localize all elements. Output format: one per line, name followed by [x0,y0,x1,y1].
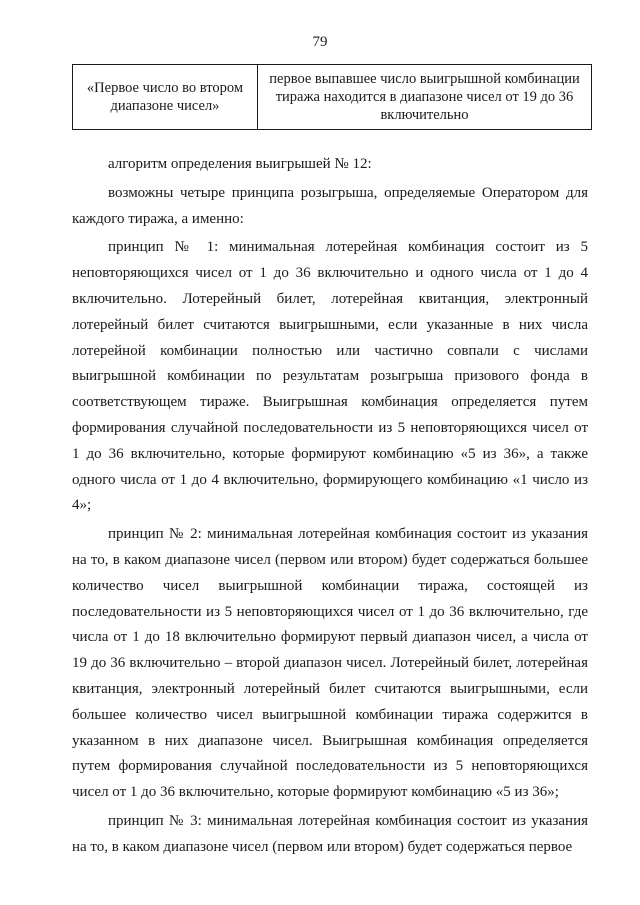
definition-row [73,65,592,130]
paragraph-principle-1: принцип № 1: минимальная лотерейная комбинация состоит из 5 неповторяющихся чисел от 1 до 36 включительно и одного числа от 1 до 4 включительно. Лотерейный билет, лотерейная квитанция, электронный лотерейный билет считаются выигрышными, если указанные в них числа лотерейной комбинации полностью или частично совпали с числами выигрышной комбинации по результатам розыгрыша призового фонда в соответствующем тираже. Выигрышная комбинация определяется путем формирования случайной последовательности из 5 неповторяющихся чисел от 1 до 36 включительно, которые формируют комбинацию «5 из 36», а также одного числа от 1 до 4 включительно, формирующего комбинацию «1 число из 4»; [72,239,588,514]
paragraph-intro: возможны четыре принципа розыгрыша, определяемые Оператором для каждого тиража, а именно: [72,184,588,227]
paragraph-principle-3: принцип № 3: минимальная лотерейная комбинация состоит из указания на то, в каком диапазоне чисел (первом или втором) будет содержаться первое [72,812,588,855]
paragraph-algorithm-heading: алгоритм определения выигрышей № 12: [108,156,372,172]
page-number: 79 [312,34,328,50]
paragraph-principle-2: принцип № 2: минимальная лотерейная комбинация состоит из указания на то, в каком диапазоне чисел (первом или втором) будет содержаться большее количество чисел выигрышной комбинации тиража, состоящей из последовательности из 5 неповторяющихся чисел от 1 до 36 включительно, где числа от 1 до 18 включительно формируют первый диапазон чисел, а числа от 19 до 36 включительно – второй диапазон чисел. Лотерейный билет, лотерейная квитанция, электронный лотерейный билет считаются выигрышными, если большее количество чисел выигрышной комбинации тиража содержится в указанном в них диапазоне чисел. Выигрышная комбинация определяется путем формирования случайной последовательности из 5 неповторяющихся чисел от 1 до 36 включительно, которые формируют комбинацию «5 из 36»; [72,526,588,801]
term-cell: «Первое число во втором диапазоне чисел» [73,65,258,130]
definition-cell: первое выпавшее число выигрышной комбинации тиража находится в диапазоне чисел от 19 до 36 включительно [258,65,592,130]
body-text [72,152,588,861]
definition-table [72,64,592,130]
